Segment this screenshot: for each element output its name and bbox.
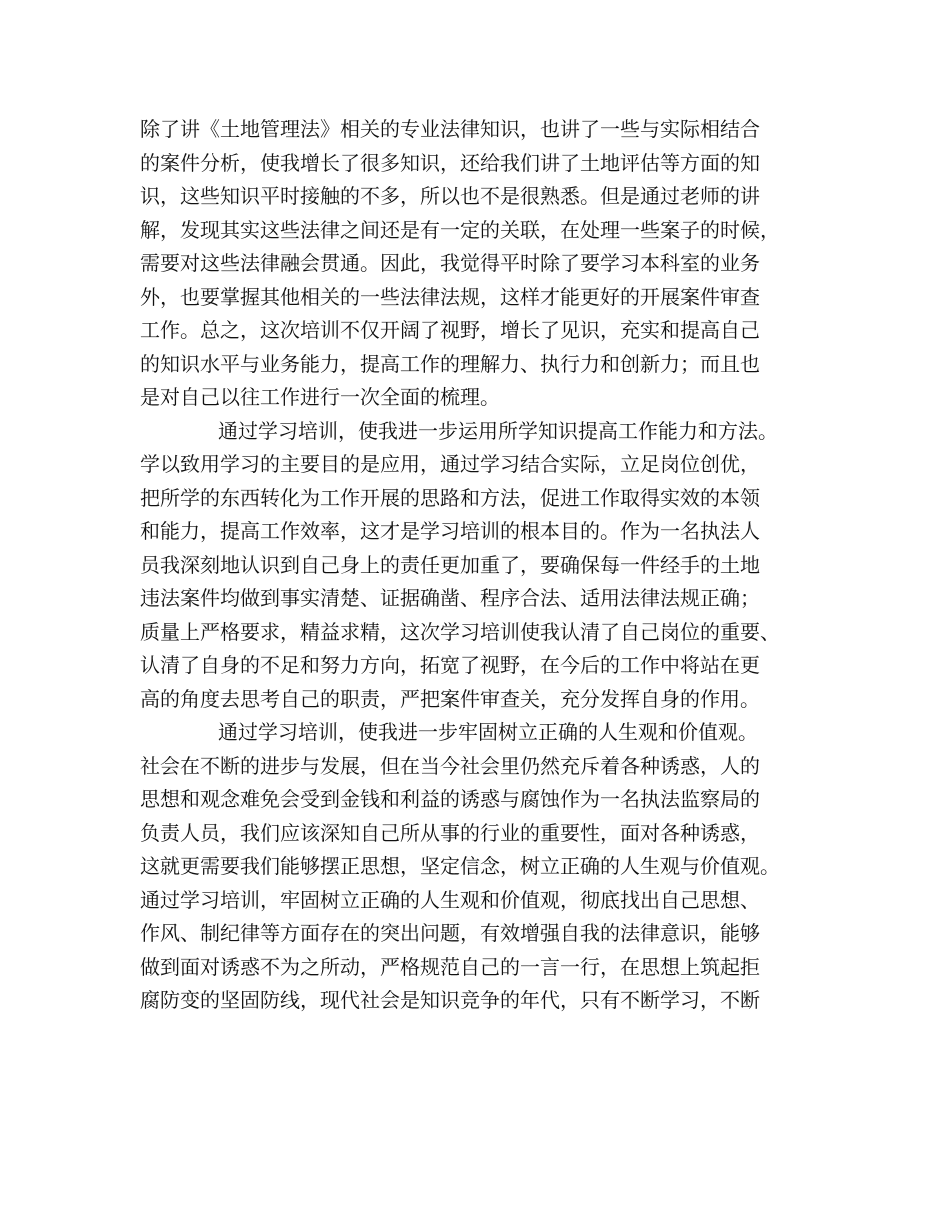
text-line: 识，这些知识平时接触的不多，所以也不是很熟悉。但是通过老师的讲 [140, 184, 760, 208]
text-line: 把所学的东西转化为工作开展的思路和方法，促进工作取得实效的本领 [140, 485, 760, 510]
text-line: 的案件分析，使我增长了很多知识，还给我们讲了土地评估等方面的知 [140, 150, 760, 175]
paragraph-first-line: 通过学习培训，使我进一步牢固树立正确的人生观和价值观。 [218, 720, 758, 744]
text-line: 是对自己以往工作进行一次全面的梳理。 [140, 385, 500, 409]
document-body [140, 113, 840, 1018]
text-line: 质量上严格要求，精益求精，这次学习培训使我认清了自己岗位的重要、 [140, 619, 780, 644]
text-line: 做到面对诱惑不为之所动，严格规范自己的一言一行，在思想上筑起拒 [140, 954, 760, 979]
text-line: 作风、制纪律等方面存在的突出问题，有效增强自我的法律意识，能够 [140, 921, 760, 945]
text-line: 员我深刻地认识到自己身上的责任更加重了，要确保每一件经手的土地 [140, 552, 760, 577]
text-line: 除了讲《土地管理法》相关的专业法律知识，也讲了一些与实际相结合 [140, 117, 760, 141]
text-line: 违法案件均做到事实清楚、证据确凿、程序合法、适用法律法规正确； [140, 586, 760, 610]
text-line: 负责人员，我们应该深知自己所从事的行业的重要性，面对各种诱惑， [140, 820, 760, 845]
text-line: 外，也要掌握其他相关的一些法律法规，这样才能更好的开展案件审查 [140, 284, 760, 309]
text-line: 和能力，提高工作效率，这才是学习培训的根本目的。作为一名执法人 [140, 519, 760, 543]
text-line: 工作。总之，这次培训不仅开阔了视野，增长了见识，充实和提高自己 [140, 318, 760, 342]
text-line: 腐防变的坚固防线，现代社会是知识竞争的年代，只有不断学习，不断 [140, 988, 760, 1012]
text-line: 认清了自身的不足和努力方向，拓宽了视野，在今后的工作中将站在更 [140, 653, 760, 677]
text-line: 需要对这些法律融会贯通。因此，我觉得平时除了要学习本科室的业务 [140, 251, 760, 275]
text-line: 解，发现其实这些法律之间还是有一定的关联，在处理一些案子的时候， [140, 217, 780, 242]
text-line: 高的角度去思考自己的职责，严把案件审查关，充分发挥自身的作用。 [140, 686, 760, 711]
text-line: 学以致用学习的主要目的是应用，通过学习结合实际，立足岗位创优， [140, 452, 760, 476]
text-line: 思想和观念难免会受到金钱和利益的诱惑与腐蚀作为一名执法监察局的 [140, 787, 760, 811]
paragraph-first-line: 通过学习培训，使我进一步运用所学知识提高工作能力和方法。 [218, 418, 778, 443]
text-line: 的知识水平与业务能力，提高工作的理解力、执行力和创新力；而且也 [140, 351, 760, 376]
text-line: 通过学习培训，牢固树立正确的人生观和价值观，彻底找出自己思想、 [140, 887, 760, 912]
text-line: 这就更需要我们能够摆正思想，坚定信念，树立正确的人生观与价值观。 [140, 854, 780, 878]
text-line: 社会在不断的进步与发展，但在当今社会里仍然充斥着各种诱惑，人的 [140, 753, 760, 778]
